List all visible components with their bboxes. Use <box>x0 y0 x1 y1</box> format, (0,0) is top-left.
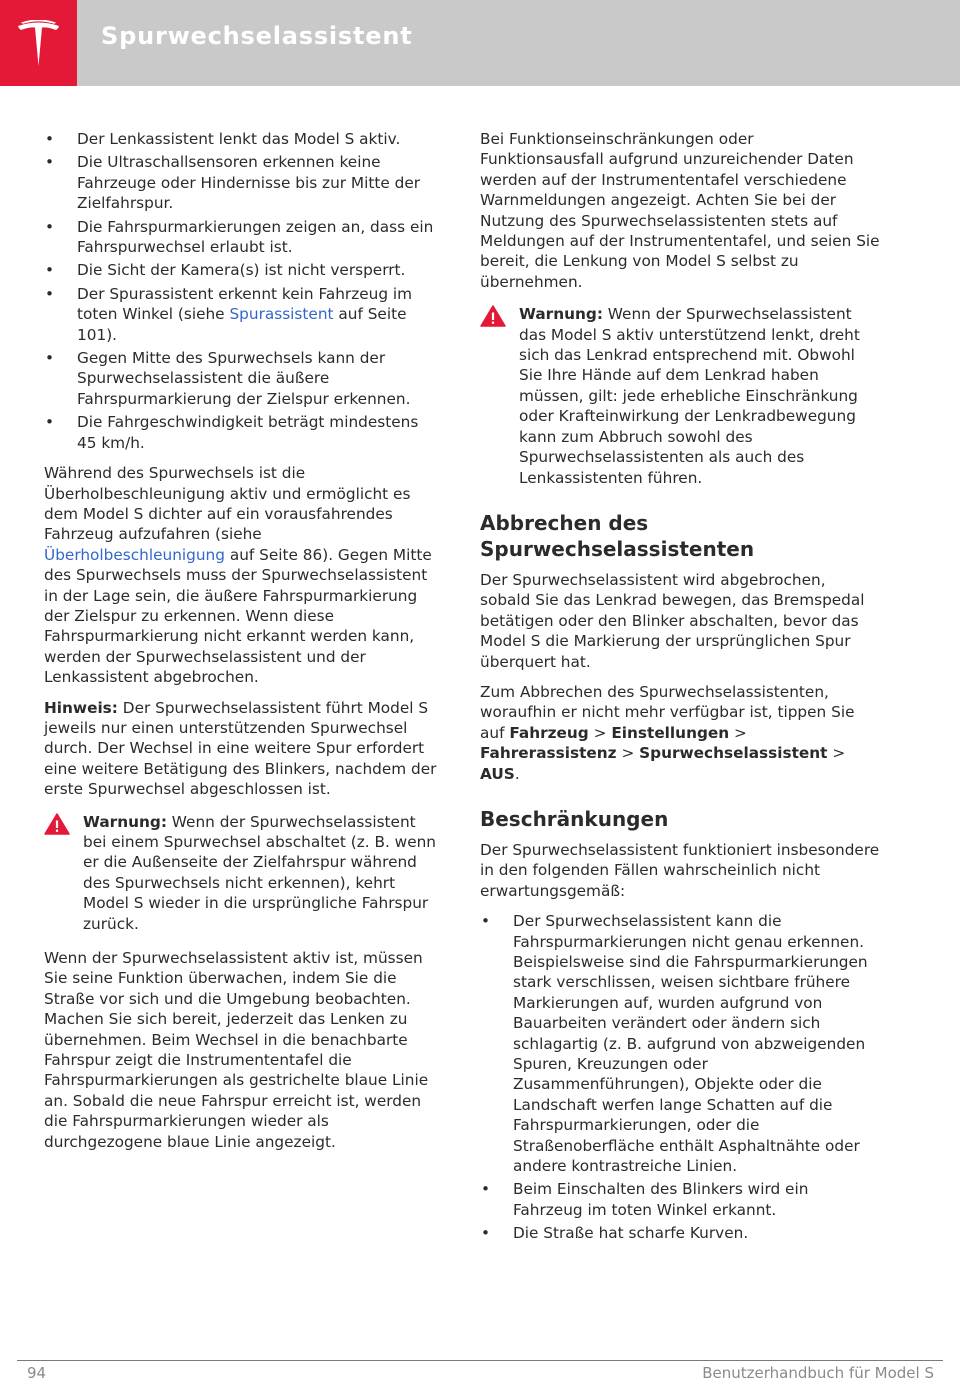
paragraph: Während des Spurwechsels ist die Überholbeschleunigung aktiv und ermöglicht es dem Model S dichter auf ein vorausfahrendes Fahrzeug aufzufahren (siehe Überholbeschleunigung auf Seite 86). Gegen Mitte des Spurwechsels muss der Spurwechselassistent in der Lage sein, die äußere Fahrspurmarkierung der Zielspur zu erkennen. Wenn diese Fahrspurmarkierung nicht erkannt werden kann, werden der Spurwechselassistent und der Lenkassistent abgebrochen. <box>44 464 432 687</box>
list-item: • Der Spurassistent erkennt kein Fahrzeug im toten Winkel (siehe Spurassistent auf Seite 101). <box>44 284 442 345</box>
tesla-logo-icon <box>16 20 61 68</box>
footer-divider <box>17 1360 943 1361</box>
menu-path-item: Einstellungen <box>611 723 730 742</box>
section-heading: Abbrechen des Spurwechselassistenten <box>480 510 755 561</box>
list-item: • Die Sicht der Kamera(s) ist nicht versperrt. <box>44 260 442 280</box>
section-heading: Beschränkungen <box>480 806 669 831</box>
warning-icon <box>480 305 506 327</box>
menu-path-item: Spurwechselassistent <box>639 744 828 763</box>
warning-box: Warnung: Wenn der Spurwechselassistent das Model S aktiv unterstützend lenkt, dreht sich das Lenkrad entsprechend mit. Obwohl Sie Ihre Hände auf dem Lenkrad haben müssen, gilt: jede erhebliche Einschränkung oder Krafteinwirkung der Lenkradbewegung kann zum Abbruch sowohl des Spurwechselassistenten als auch des Lenkassistenten führen. <box>480 304 880 488</box>
left-column <box>44 129 442 1162</box>
warning-icon <box>44 813 70 835</box>
list-item: • Die Fahrgeschwindigkeit beträgt mindestens 45 km/h. <box>44 412 442 453</box>
menu-path-item: Fahrzeug <box>509 723 589 742</box>
note-label: Hinweis: <box>44 698 118 717</box>
warning-label: Warnung: <box>83 812 167 831</box>
paragraph: Der Spurwechselassistent funktioniert insbesondere in den folgenden Fällen wahrscheinlich nicht erwartungsgemäß: <box>480 840 880 900</box>
limitations-list <box>480 911 880 1244</box>
paragraph: Wenn der Spurwechselassistent aktiv ist, müssen Sie seine Funktion überwachen, indem Sie die Straße vor sich und die Umgebung beobachten. Machen Sie sich bereit, jederzeit das Lenken zu übernehmen. Beim Wechsel in die benachbarte Fahrspur zeigt die Instrumententafel die Fahrspurmarkierungen als gestrichelte blaue Linie an. Sobald die neue Fahrspur erreicht ist, werden die Fahrspurmarkierungen wieder als durchgezogene blaue Linie angezeigt. <box>44 949 429 1151</box>
list-item: • Die Fahrspurmarkierungen zeigen an, dass ein Fahrspurwechsel erlaubt ist. <box>44 217 442 258</box>
page-title: Spurwechselassistent <box>101 22 413 50</box>
page-number: 94 <box>27 1364 47 1382</box>
list-item: • Die Ultraschallsensoren erkennen keine Fahrzeuge oder Hindernisse bis zur Mitte der Zielfahrspur. <box>44 152 442 213</box>
list-item: • Beim Einschalten des Blinkers wird ein Fahrzeug im toten Winkel erkannt. <box>480 1179 880 1220</box>
note: Hinweis: Der Spurwechselassistent führt Model S jeweils nur einen unterstützenden Spurwechsel durch. Der Wechsel in eine weitere Spur erfordert eine weitere Betätigung des Blinkers, nachdem der erste Spurwechsel abgeschlossen ist. <box>44 698 437 799</box>
menu-path-item: Fahrerassistenz <box>480 744 617 763</box>
warning-label: Warnung: <box>519 305 603 324</box>
spurassistent-link[interactable]: Spurassistent <box>229 305 334 324</box>
list-item: • Der Lenkassistent lenkt das Model S aktiv. <box>44 129 442 149</box>
brand-logo <box>0 0 77 86</box>
right-column <box>480 129 880 1254</box>
page-header <box>0 0 960 86</box>
list-item: • Gegen Mitte des Spurwechsels kann der Spurwechselassistent die äußere Fahrspurmarkierung der Zielspur erkennen. <box>44 348 442 409</box>
conditions-list <box>44 129 442 453</box>
ueberholbeschleunigung-link[interactable]: Überholbeschleunigung <box>44 545 225 564</box>
paragraph: Bei Funktionseinschränkungen oder Funktionsausfall aufgrund unzureichender Daten werden auf der Instrumententafel verschiedene Warnmeldungen angezeigt. Achten Sie bei der Nutzung des Spurwechselassistenten stets auf Meldungen auf der Instrumententafel, und seien Sie bereit, die Lenkung von Model S selbst zu übernehmen. <box>480 130 880 291</box>
warning-box: Warnung: Wenn der Spurwechselassistent bei einem Spurwechsel abschaltet (z. B. wenn er die Außenseite der Zielfahrspur während des Spurwechsels nicht erkennen), kehrt Model S wieder in die ursprüngliche Fahrspur zurück. <box>44 812 442 934</box>
menu-path-item: AUS <box>480 764 515 783</box>
list-item: • Die Straße hat scharfe Kurven. <box>480 1223 880 1243</box>
manual-title: Benutzerhandbuch für Model S <box>702 1364 934 1382</box>
paragraph: Der Spurwechselassistent wird abgebrochen, sobald Sie das Lenkrad bewegen, das Bremspedal betätigen oder den Blinker abschalten, bevor das Model S die Markierung der ursprünglichen Spur überquert hat. <box>480 570 865 671</box>
list-item: • Der Spurwechselassistent kann die Fahrspurmarkierungen nicht genau erkennen. Beispielsweise sind die Fahrspurmarkierungen stark verschlissen, weisen sichtbare frühere Markierungen auf, wurden aufgrund von Bauarbeiten verändert oder ändern sich schlagartig (z. B. aufgrund von abzweigenden Spuren, Kreuzungen oder Zusammenführungen), Objekte oder die Landschaft werfen lange Schatten auf die Fahrspurmarkierungen, oder die Straßenoberfläche enthält Asphaltnähte oder andere kontrastreiche Linien. <box>480 911 880 1176</box>
paragraph: Zum Abbrechen des Spurwechselassistenten, woraufhin er nicht mehr verfügbar ist, tippen Sie auf Fahrzeug > Einstellungen > Fahrerassistenz > Spurwechselassistent > AUS. <box>480 682 855 783</box>
